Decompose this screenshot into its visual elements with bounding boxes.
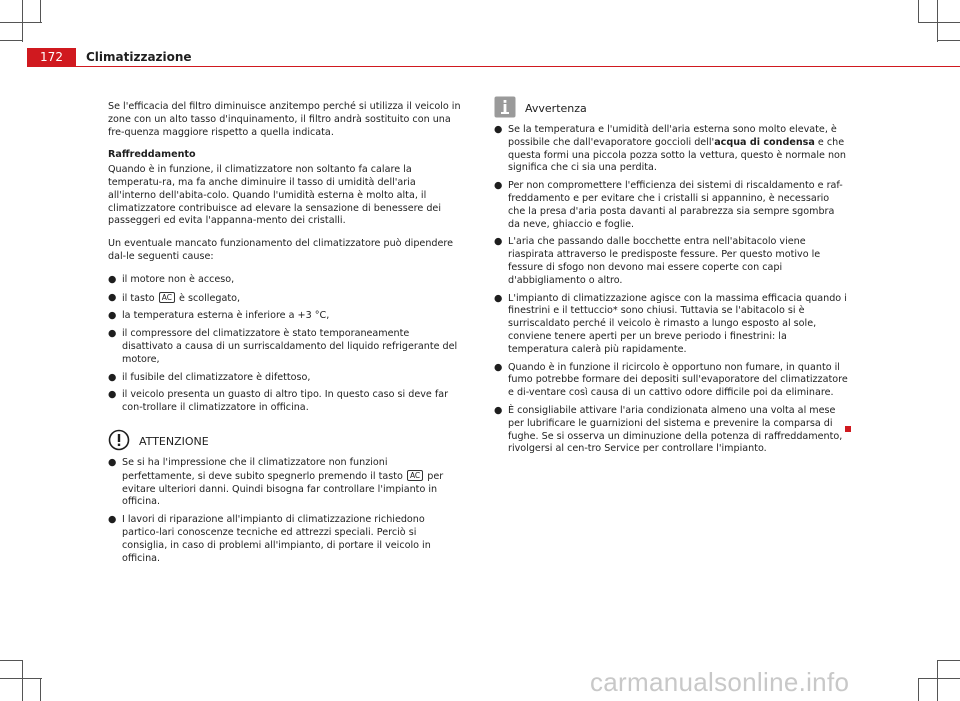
bullet-icon: ● [108,389,117,401]
list-item: ● Se la temperatura e l'umidità dell'aria esterna sono molto elevate, è possibile che dall'evaporatore goccioli dell'acqua di condensa e che questa formi una piccola pozza sotto la vettura, questo è normale non significa che ci sia una perdita. [494,124,846,174]
watermark: carmanualsonline.info [590,667,850,697]
crop-mark [22,660,23,701]
caution-title: ATTENZIONE [139,434,209,448]
list-item: ● Quando è in funzione il ricircolo è opportuno non fumare, in quanto il fumo potrebbe formare dei depositi sull'evaporatore del climatizzatore e di-ventare così causa di un cattivo odore difficile poi da eliminare. [494,361,848,399]
list-item: ● il veicolo presenta un guasto di altro tipo. In questo caso si deve far con-trollare il climatizzatore in officina. [108,389,449,414]
intro-paragraph: Se l'efficacia del filtro diminuisce anzitempo perché si utilizza il veicolo in zone con un alto tasso d'inquinamento, il filtro andrà sostituito con una fre-quenza maggiore rispetto a quella indicata. [108,101,461,138]
malfunction-intro: Un eventuale mancato funzionamento del climatizzatore può dipendere dal-le seguenti cause: [108,238,454,262]
crop-mark [938,660,960,661]
list-item: ● la temperatura esterna è inferiore a +3 °C, [108,310,330,322]
crop-mark [937,0,938,42]
list-item: ● È consigliabile attivare l'aria condizionata almeno una volta al mese per lubrificare le guarnizioni del sistema e prevenire la comparsa di fughe. Se si osserva un diminuzione della potenza di raffreddamento, rivolgersi al cen-tro Service per controllare l'impianto. [494,404,843,455]
bullet-icon: ● [108,514,117,526]
crop-mark [918,678,960,679]
bullet-icon: ● [494,404,503,416]
page-number: 172 [27,48,76,67]
bullet-icon: ● [108,310,117,322]
section-end-marker [845,426,851,432]
list-item: ● il compressore del climatizzatore è stato temporaneamente disattivato a causa di un surriscaldamento del liquido refrigerante del motore, [108,328,458,365]
bullet-icon: ● [494,236,503,248]
bullet-icon: ● [108,328,117,340]
crop-mark [918,22,960,23]
crop-mark [22,0,23,42]
crop-mark [40,679,41,701]
caution-header [108,429,463,451]
section-title: Climatizzazione [86,50,192,64]
info-note-icon [494,96,516,123]
list-item: ● Se si ha l'impressione che il climatizzatore non funzioni perfettamente, si deve subito spegnerlo premendo il tasto AC per evitare ulteriori danni. Quindi bisogna far controllare l'impianto in officina. [108,456,444,508]
crop-mark [918,0,919,22]
bullet-icon: ● [494,361,503,373]
ac-key-icon: AC [159,292,175,303]
bullet-icon: ● [108,371,117,383]
crop-mark [937,660,938,701]
notice-header [494,96,849,118]
warning-icon [108,429,130,456]
header-rule [76,66,960,67]
crop-mark [938,40,960,41]
list-item: ● il motore non è acceso, [108,273,235,285]
bullet-icon: ● [108,456,117,468]
list-item: ● L'impianto di climatizzazione agisce con la massima efficacia quando i finestrini e il tettuccio* sono chiusi. Tuttavia se l'abitacolo si è surriscaldato perché il veicolo è rimasto a lungo esposto al sole, conviene tenere aperti per un breve periodo i finestrini: la temperatura calerà più rapidamente. [494,292,847,355]
cooling-heading: Raffreddamento [108,149,196,161]
notice-title: Avvertenza [525,102,587,115]
list-item: ● L'aria che passando dalle bocchette entra nell'abitacolo viene riaspirata attraverso le predisposte fessure. Per questo motivo le fessure di sfogo non devono mai essere coperte con capi d'abbigliamento o altro. [494,236,821,286]
bullet-icon: ● [494,180,503,192]
bullet-icon: ● [108,273,117,285]
crop-mark [0,678,42,679]
crop-mark [0,40,22,41]
bullet-icon: ● [108,291,117,303]
list-item: ● il tasto AC è scollegato, [108,291,241,304]
crop-mark [0,22,42,23]
crop-mark [0,660,22,661]
list-item: ● I lavori di riparazione all'impianto di climatizzazione richiedono partico-lari conoscenze tecniche ed attrezzi speciali. Perciò si consiglia, in caso di problemi all'impianto, di portare il veicolo in officina. [108,514,431,564]
bullet-icon: ● [494,124,503,135]
list-item: ● il fusibile del climatizzatore è difettoso, [108,371,311,383]
bullet-icon: ● [494,292,503,304]
crop-mark [918,679,919,701]
ac-key-icon: AC [407,470,423,481]
crop-mark [40,0,41,22]
cooling-paragraph: Quando è in funzione, il climatizzatore non soltanto fa calare la temperatu-ra, ma fa anche diminuire il tasso di umidità dell'aria all'interno dell'abita-colo. Quando l'umidità esterna è molto alta, il climatizzatore contribuisce ad elevare la sensazione di benessere dei passeggeri ed evita l'appanna-mento dei cristalli. [108,164,441,227]
left-column [108,101,463,570]
list-item: ● Per non compromettere l'efficienza dei sistemi di riscaldamento e raf-freddamento e per evitare che i cristalli si appannino, è necessario che la presa d'aria posta davanti al parabrezza sia sempre sgombra da neve, ghiaccio e foglie. [494,180,843,230]
right-column [494,104,849,461]
